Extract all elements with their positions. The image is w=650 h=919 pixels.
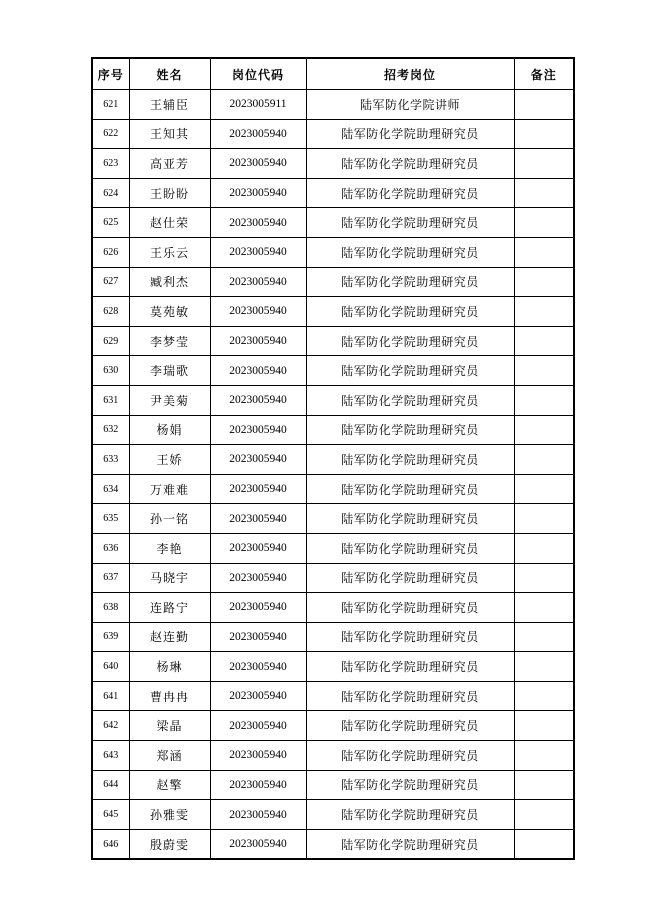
remarks-cell: [514, 622, 574, 652]
position-code-cell: 2023005940: [210, 208, 306, 238]
remarks-cell: [514, 297, 574, 327]
recruit-position-cell: 陆军防化学院助理研究员: [306, 829, 514, 859]
name-cell: 赵仕荣: [129, 208, 210, 238]
table-row: [92, 741, 574, 771]
recruit-position-cell: 陆军防化学院助理研究员: [306, 445, 514, 475]
remarks-cell: [514, 800, 574, 830]
remarks-cell: [514, 415, 574, 445]
table-row: [92, 445, 574, 475]
serial-cell: 621: [92, 90, 129, 120]
position-code-cell: 2023005940: [210, 385, 306, 415]
serial-cell: 634: [92, 474, 129, 504]
remarks-cell: [514, 178, 574, 208]
position-code-cell: 2023005940: [210, 297, 306, 327]
serial-cell: 630: [92, 356, 129, 386]
remarks-cell: [514, 356, 574, 386]
header-recruit-position: 招考岗位: [306, 58, 514, 90]
name-cell: 曹冉冉: [129, 681, 210, 711]
recruit-position-cell: 陆军防化学院助理研究员: [306, 474, 514, 504]
position-code-cell: 2023005940: [210, 711, 306, 741]
name-cell: 赵擎: [129, 770, 210, 800]
remarks-cell: [514, 504, 574, 534]
table-row: [92, 800, 574, 830]
name-cell: 梁晶: [129, 711, 210, 741]
position-code-cell: 2023005940: [210, 563, 306, 593]
remarks-cell: [514, 326, 574, 356]
position-code-cell: 2023005940: [210, 504, 306, 534]
remarks-cell: [514, 267, 574, 297]
recruit-position-cell: 陆军防化学院助理研究员: [306, 415, 514, 445]
name-cell: 莫苑敏: [129, 297, 210, 327]
recruit-position-cell: 陆军防化学院助理研究员: [306, 652, 514, 682]
table-row: [92, 119, 574, 149]
serial-cell: 632: [92, 415, 129, 445]
remarks-cell: [514, 474, 574, 504]
recruit-position-cell: 陆军防化学院助理研究员: [306, 563, 514, 593]
serial-cell: 629: [92, 326, 129, 356]
serial-cell: 628: [92, 297, 129, 327]
remarks-cell: [514, 770, 574, 800]
name-cell: 孙雅雯: [129, 800, 210, 830]
table-row: [92, 208, 574, 238]
position-code-cell: 2023005940: [210, 800, 306, 830]
position-code-cell: 2023005940: [210, 267, 306, 297]
remarks-cell: [514, 681, 574, 711]
remarks-cell: [514, 237, 574, 267]
recruit-position-cell: 陆军防化学院助理研究员: [306, 297, 514, 327]
position-code-cell: 2023005940: [210, 593, 306, 623]
table-row: [92, 681, 574, 711]
recruit-position-cell: 陆军防化学院助理研究员: [306, 741, 514, 771]
recruit-position-cell: 陆军防化学院助理研究员: [306, 681, 514, 711]
serial-cell: 644: [92, 770, 129, 800]
recruit-position-cell: 陆军防化学院助理研究员: [306, 622, 514, 652]
recruit-position-cell: 陆军防化学院助理研究员: [306, 800, 514, 830]
serial-cell: 631: [92, 385, 129, 415]
position-code-cell: 2023005911: [210, 90, 306, 120]
name-cell: 尹美菊: [129, 385, 210, 415]
table-row: [92, 415, 574, 445]
remarks-cell: [514, 149, 574, 179]
position-code-cell: 2023005940: [210, 356, 306, 386]
recruit-position-cell: 陆军防化学院助理研究员: [306, 326, 514, 356]
recruit-position-cell: 陆军防化学院助理研究员: [306, 356, 514, 386]
recruit-position-cell: 陆军防化学院助理研究员: [306, 533, 514, 563]
serial-cell: 642: [92, 711, 129, 741]
position-code-cell: 2023005940: [210, 652, 306, 682]
table-row: [92, 267, 574, 297]
table-row: [92, 474, 574, 504]
position-code-cell: 2023005940: [210, 533, 306, 563]
serial-cell: 625: [92, 208, 129, 238]
position-code-cell: 2023005940: [210, 741, 306, 771]
name-cell: 李瑞歌: [129, 356, 210, 386]
header-name: 姓名: [129, 58, 210, 90]
recruitment-roster-table: [91, 57, 575, 860]
name-cell: 王知其: [129, 119, 210, 149]
name-cell: 高亚芳: [129, 149, 210, 179]
table-row: [92, 326, 574, 356]
table-row: [92, 622, 574, 652]
table-row: [92, 149, 574, 179]
table-row: [92, 297, 574, 327]
remarks-cell: [514, 593, 574, 623]
name-cell: 王乐云: [129, 237, 210, 267]
name-cell: 杨娟: [129, 415, 210, 445]
serial-cell: 623: [92, 149, 129, 179]
table-row: [92, 504, 574, 534]
remarks-cell: [514, 533, 574, 563]
position-code-cell: 2023005940: [210, 474, 306, 504]
recruit-position-cell: 陆军防化学院助理研究员: [306, 504, 514, 534]
recruit-position-cell: 陆军防化学院助理研究员: [306, 593, 514, 623]
serial-cell: 622: [92, 119, 129, 149]
table-row: [92, 90, 574, 120]
remarks-cell: [514, 563, 574, 593]
position-code-cell: 2023005940: [210, 681, 306, 711]
remarks-cell: [514, 90, 574, 120]
serial-cell: 643: [92, 741, 129, 771]
position-code-cell: 2023005940: [210, 445, 306, 475]
serial-cell: 641: [92, 681, 129, 711]
table-row: [92, 711, 574, 741]
serial-cell: 637: [92, 563, 129, 593]
remarks-cell: [514, 741, 574, 771]
position-code-cell: 2023005940: [210, 119, 306, 149]
header-remarks: 备注: [514, 58, 574, 90]
name-cell: 殷蔚雯: [129, 829, 210, 859]
position-code-cell: 2023005940: [210, 149, 306, 179]
recruit-position-cell: 陆军防化学院助理研究员: [306, 208, 514, 238]
name-cell: 臧利杰: [129, 267, 210, 297]
serial-cell: 635: [92, 504, 129, 534]
table-row: [92, 533, 574, 563]
table-row: [92, 770, 574, 800]
name-cell: 王辅臣: [129, 90, 210, 120]
serial-cell: 640: [92, 652, 129, 682]
table-header: [92, 58, 574, 90]
serial-cell: 639: [92, 622, 129, 652]
header-position-code: 岗位代码: [210, 58, 306, 90]
recruit-position-cell: 陆军防化学院助理研究员: [306, 149, 514, 179]
serial-cell: 636: [92, 533, 129, 563]
header-row: [92, 58, 574, 90]
serial-cell: 633: [92, 445, 129, 475]
recruit-position-cell: 陆军防化学院助理研究员: [306, 119, 514, 149]
serial-cell: 624: [92, 178, 129, 208]
position-code-cell: 2023005940: [210, 237, 306, 267]
serial-cell: 626: [92, 237, 129, 267]
recruit-position-cell: 陆军防化学院助理研究员: [306, 267, 514, 297]
serial-cell: 646: [92, 829, 129, 859]
name-cell: 赵连勤: [129, 622, 210, 652]
name-cell: 李梦莹: [129, 326, 210, 356]
remarks-cell: [514, 711, 574, 741]
recruit-position-cell: 陆军防化学院助理研究员: [306, 711, 514, 741]
name-cell: 连路宁: [129, 593, 210, 623]
table-row: [92, 385, 574, 415]
recruit-position-cell: 陆军防化学院助理研究员: [306, 178, 514, 208]
remarks-cell: [514, 385, 574, 415]
recruit-position-cell: 陆军防化学院助理研究员: [306, 770, 514, 800]
table-row: [92, 652, 574, 682]
serial-cell: 627: [92, 267, 129, 297]
table-body: [92, 90, 574, 860]
name-cell: 杨琳: [129, 652, 210, 682]
position-code-cell: 2023005940: [210, 829, 306, 859]
remarks-cell: [514, 119, 574, 149]
position-code-cell: 2023005940: [210, 326, 306, 356]
name-cell: 王盼盼: [129, 178, 210, 208]
serial-cell: 645: [92, 800, 129, 830]
table-row: [92, 356, 574, 386]
position-code-cell: 2023005940: [210, 770, 306, 800]
header-serial: 序号: [92, 58, 129, 90]
table-row: [92, 829, 574, 859]
name-cell: 马晓宇: [129, 563, 210, 593]
remarks-cell: [514, 208, 574, 238]
remarks-cell: [514, 652, 574, 682]
recruit-position-cell: 陆军防化学院助理研究员: [306, 385, 514, 415]
name-cell: 郑涵: [129, 741, 210, 771]
remarks-cell: [514, 829, 574, 859]
name-cell: 王娇: [129, 445, 210, 475]
remarks-cell: [514, 445, 574, 475]
recruit-position-cell: 陆军防化学院助理研究员: [306, 237, 514, 267]
position-code-cell: 2023005940: [210, 622, 306, 652]
position-code-cell: 2023005940: [210, 415, 306, 445]
table-row: [92, 237, 574, 267]
name-cell: 万难难: [129, 474, 210, 504]
recruit-position-cell: 陆军防化学院讲师: [306, 90, 514, 120]
name-cell: 李艳: [129, 533, 210, 563]
serial-cell: 638: [92, 593, 129, 623]
table-row: [92, 593, 574, 623]
name-cell: 孙一铭: [129, 504, 210, 534]
position-code-cell: 2023005940: [210, 178, 306, 208]
table-row: [92, 178, 574, 208]
table-row: [92, 563, 574, 593]
